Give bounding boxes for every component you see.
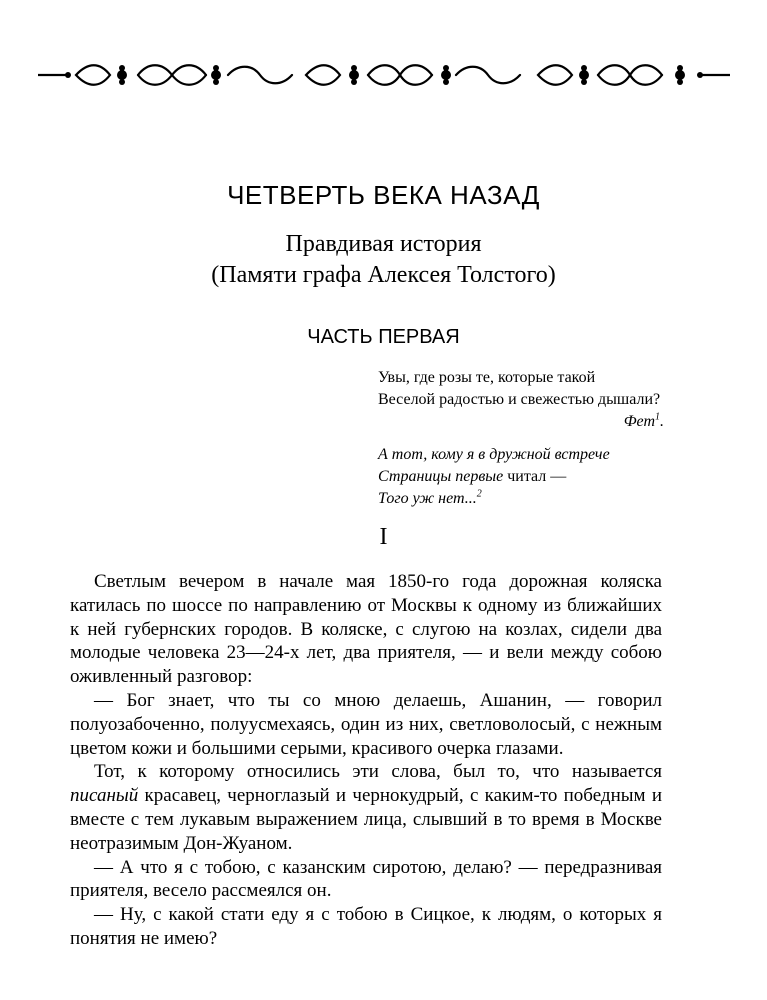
paragraph: — Бог знает, что ты со мною делаешь, Ашанин, — говорил полуозабоченно, полуусмехаясь, один из них, светловолосый, с нежным цветом кожи и большими серыми, красивого очерка глазами. — [70, 689, 662, 759]
dedication: (Памяти графа Алексея Толстого) — [211, 262, 556, 288]
paragraph: — А что я с тобою, с казанским сиротою, делаю? — передразнивая приятеля, весело рассмеялся он. — [70, 856, 662, 902]
paragraph: Светлым вечером в начале мая 1850-го года дорожная коляска катилась по шоссе по направлению от Москвы к одному из ближайших к ней губернских городов. В коляске, с слугою на козлах, сидели два молодые человека 23—24-х лет, два приятеля, — и вели между собою оживленный разговор: — [70, 571, 662, 688]
epigraph-1 — [378, 367, 678, 411]
epigraph-1-author: Фет$^1$. — [623, 411, 664, 430]
ornamental-header-border-icon — [38, 60, 730, 90]
epigraph-2 — [378, 444, 678, 510]
epigraph-1-line-1: Увы, где розы те, которые такой — [378, 369, 596, 386]
epigraph-1-line-2: Веселой радостью и свежестью дышали? — [378, 391, 661, 408]
paragraph: — Ну, с какой стати еду я с тобою в Сицкое, к людям, о которых я понятия не имею? — [70, 904, 662, 949]
epigraph-2-line-1: А тот, кому я в дружной встрече — [378, 446, 610, 463]
paragraph: Тот, к которому относились эти слова, был то, что называется писаный красавец, черноглазый и чернокудрый, с каким-то победным и вместе с тем лукавым выражением лица, слывший в то время в Москве неотразимым Дон-Жуаном. — [70, 761, 662, 854]
chapter-number: I — [379, 524, 388, 550]
subtitle: Правдивая история — [285, 231, 482, 257]
epigraph-2-line-2: Страницы первые читал — — [378, 468, 567, 485]
epigraph-2-line-3: Того уж нет...$^2$ — [378, 488, 482, 507]
body-text — [70, 570, 662, 951]
part-heading: ЧАСТЬ ПЕРВАЯ — [307, 326, 460, 348]
page-title: ЧЕТВЕРТЬ ВЕКА НАЗАД — [227, 180, 540, 210]
footnote-ref-2: 2 — [476, 488, 482, 500]
footnote-ref-1: 1 — [655, 411, 660, 423]
